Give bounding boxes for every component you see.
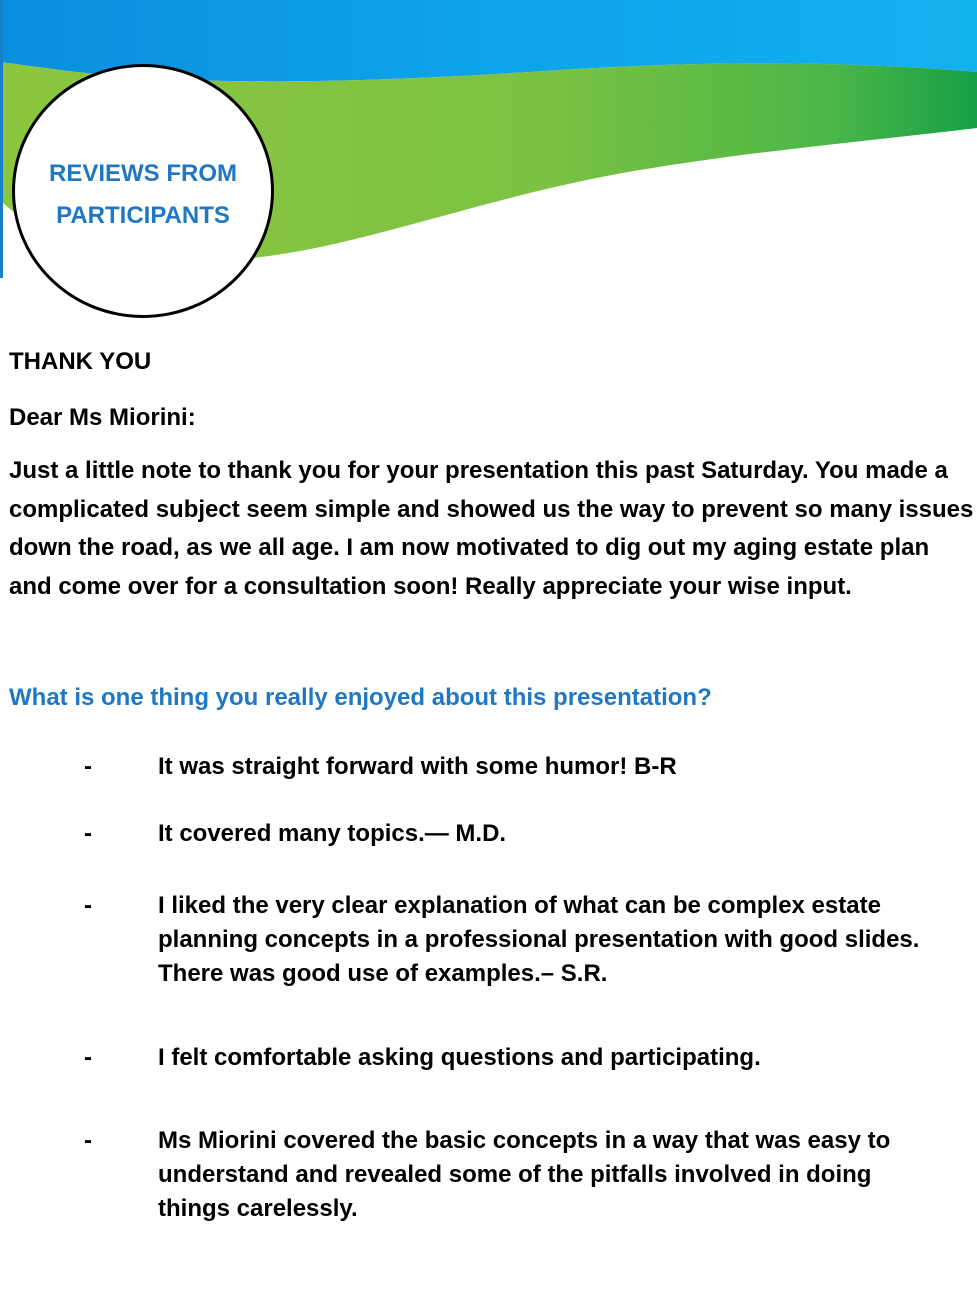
review-text: I liked the very clear explanation of what can be complex estate planning concepts in a professional presentation with good slides. There was good use of examples.– S.R. — [158, 892, 920, 987]
review-item — [84, 817, 944, 851]
review-bullet: - — [84, 1127, 92, 1154]
review-bullet: - — [84, 892, 92, 919]
review-text: I felt comfortable asking questions and participating. — [158, 1044, 761, 1071]
letter-heading: THANK YOU — [9, 348, 152, 375]
review-item — [84, 1041, 944, 1075]
header-banner — [0, 0, 977, 330]
review-bullet: - — [84, 1044, 92, 1071]
review-text: It covered many topics.— M.D. — [158, 820, 507, 847]
reviews-badge — [12, 64, 274, 318]
review-text: Ms Miorini covered the basic concepts in a way that was easy to understand and revealed some of the pitfalls involved in doing things carelessly. — [158, 1127, 891, 1222]
review-text: It was straight forward with some humor! B-R — [158, 753, 677, 780]
letter-body: Just a little note to thank you for your presentation this past Saturday. You made a complicated subject seem simple and showed us the way to prevent so many issues down the road, as we all age. I am now motivated to dig out my aging estate plan and come over for a consultation soon! Really appreciate your wise input. — [9, 457, 974, 600]
letter-salutation: Dear Ms Miorini: — [9, 404, 196, 431]
review-item — [84, 1124, 944, 1226]
review-bullet: - — [84, 753, 92, 780]
survey-question: What is one thing you really enjoyed about this presentation? — [9, 684, 712, 711]
review-item — [84, 750, 944, 784]
letter-section — [9, 343, 974, 606]
review-bullet: - — [84, 820, 92, 847]
badge-title: REVIEWS FROM PARTICIPANTS — [48, 160, 237, 229]
review-item — [84, 889, 944, 991]
